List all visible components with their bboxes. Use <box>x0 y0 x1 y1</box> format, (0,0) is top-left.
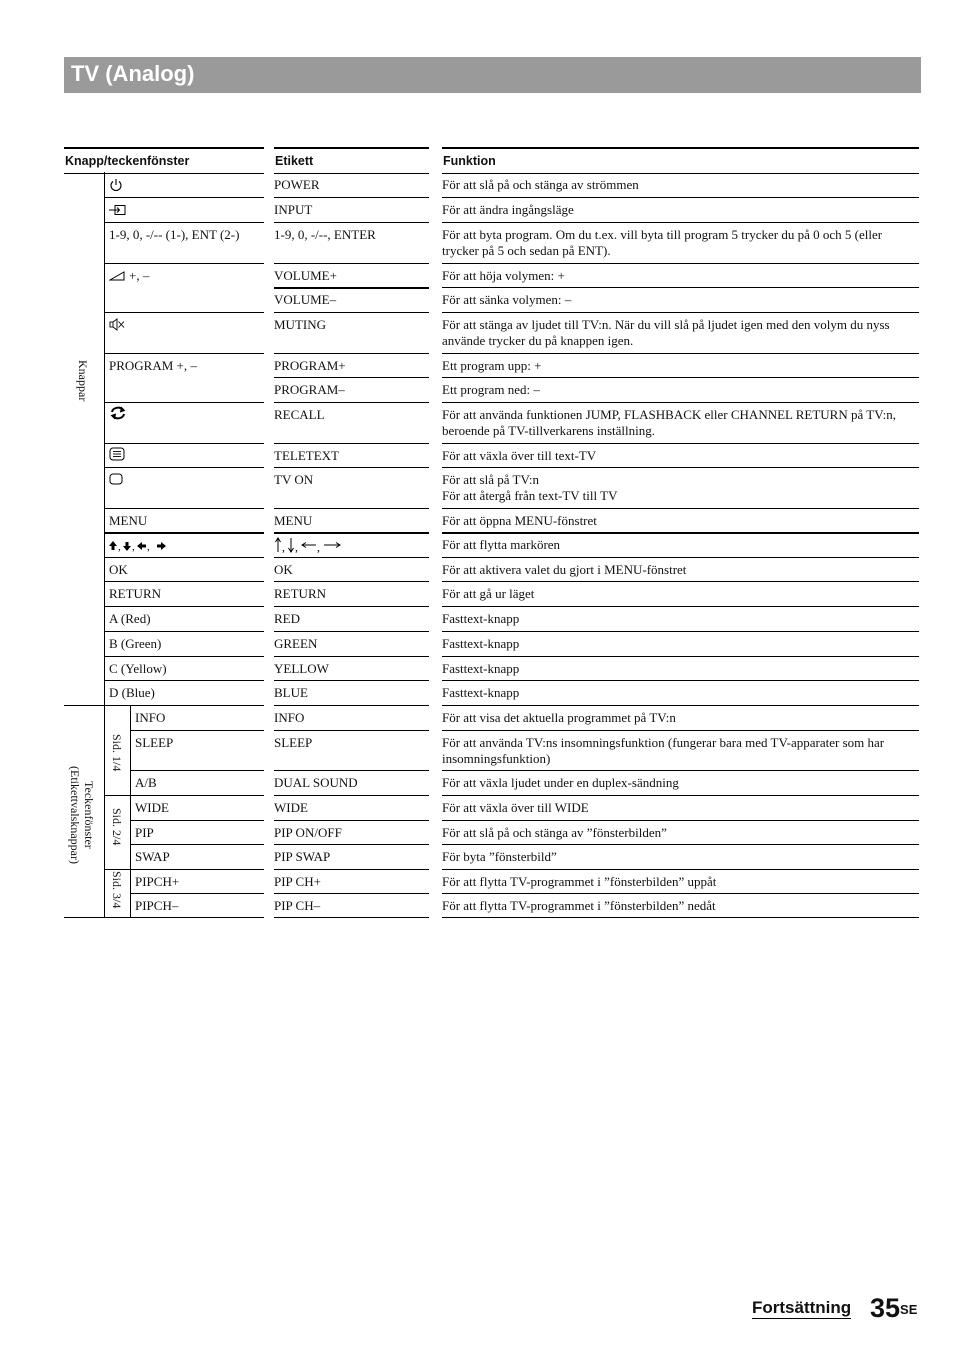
row-divider <box>442 263 919 264</box>
row-divider <box>274 287 429 289</box>
row-divider <box>274 222 429 223</box>
label-cell: PIP CH+ <box>274 874 321 889</box>
key-cell: MENU <box>109 513 148 528</box>
row-divider <box>274 820 429 821</box>
row-divider <box>274 893 429 894</box>
key-divider <box>131 893 264 894</box>
key-divider <box>131 869 264 870</box>
row-divider <box>274 557 429 558</box>
function-cell: För att aktivera valet du gjort i MENU-fönstret <box>442 562 687 577</box>
page-title: TV (Analog) <box>71 61 195 86</box>
group-label-display-line1: Teckenfönster <box>82 781 96 849</box>
key-cell: OK <box>109 562 128 577</box>
row-divider <box>274 770 429 771</box>
continued-label: Fortsättning <box>752 1298 852 1317</box>
key-cell: RETURN <box>109 586 161 601</box>
row-divider <box>274 795 429 796</box>
row-divider <box>274 263 429 264</box>
group-label-display <box>68 760 96 870</box>
input-icon <box>109 204 127 216</box>
svg-text:,: , <box>132 541 135 552</box>
row-divider <box>274 532 429 534</box>
group-label-buttons: Knappar <box>76 360 90 402</box>
power-icon <box>109 178 123 192</box>
label-cell: MUTING <box>274 317 326 332</box>
label-cell: VOLUME+ <box>274 268 337 283</box>
label-cell: RECALL <box>274 407 325 422</box>
key-cell: 1-9, 0, -/-- (1-), ENT (2-) <box>109 227 240 242</box>
page-label-2: Sid. 2/4 <box>110 808 124 846</box>
label-cell: GREEN <box>274 636 318 651</box>
page-label-3: Sid. 3/4 <box>110 871 124 909</box>
page-divider <box>105 795 131 796</box>
key-divider <box>131 844 264 845</box>
key-divider <box>131 820 264 821</box>
label-cell: YELLOW <box>274 661 329 676</box>
page-label-1: Sid. 1/4 <box>110 734 124 772</box>
svg-text:,: , <box>282 540 285 553</box>
row-divider <box>442 287 919 288</box>
row-divider <box>442 581 919 582</box>
label-cell: WIDE <box>274 800 308 815</box>
function-cell: För att öppna MENU-fönstret <box>442 513 597 528</box>
function-cell: För att slå på och stänga av ”fönsterbilden” <box>442 825 667 840</box>
function-cell: För att använda TV:ns insomningsfunktion (fungerar bara med TV-apparater som har insomningsfunktion) <box>442 735 885 766</box>
key-cell: PIPCH+ <box>135 874 180 889</box>
key-cell: WIDE <box>135 800 169 815</box>
label-cell: SLEEP <box>274 735 313 750</box>
row-divider <box>442 656 919 657</box>
key-cell: PIPCH– <box>135 898 179 913</box>
label-cell: OK <box>274 562 293 577</box>
svg-text:,: , <box>118 541 121 552</box>
key-divider <box>105 656 264 657</box>
function-cell: För att byta program. Om du t.ex. vill byta till program 5 trycker du på 0 och 5 (eller trycker på 5 och sedan på ENT). <box>442 227 883 258</box>
row-divider <box>442 795 919 796</box>
function-cell: För att flytta TV-programmet i ”fönsterbilden” uppåt <box>442 874 717 889</box>
key-cell: B (Green) <box>109 636 162 651</box>
key-divider <box>105 532 264 534</box>
key-divider <box>105 557 264 558</box>
title-bar <box>64 57 921 93</box>
svg-text:,: , <box>147 541 150 552</box>
label-cell: RED <box>274 611 300 626</box>
row-divider <box>274 312 429 313</box>
label-cell: VOLUME– <box>274 292 337 307</box>
label-cell: POWER <box>274 177 320 192</box>
label-cell: INFO <box>274 710 305 725</box>
page-divider <box>105 869 131 870</box>
row-divider <box>274 197 429 198</box>
row-divider <box>442 820 919 821</box>
label-cell: RETURN <box>274 586 326 601</box>
key-divider <box>105 312 264 313</box>
row-divider <box>442 353 919 354</box>
key-cell: SWAP <box>135 849 170 864</box>
function-cell: För byta ”fönsterbild” <box>442 849 557 864</box>
svg-text:,: , <box>317 540 320 553</box>
function-cell: Ett program ned: – <box>442 382 540 397</box>
function-cell: För att växla ljudet under en duplex-sändning <box>442 775 679 790</box>
key-cell: A (Red) <box>109 611 151 626</box>
label-arrows-icon <box>274 537 344 553</box>
column-header-key: Knapp/teckenfönster <box>64 147 264 174</box>
key-cell: PIP <box>135 825 154 840</box>
key-divider <box>105 631 264 632</box>
function-cell: Ett program upp: + <box>442 358 542 373</box>
row-divider <box>442 443 919 444</box>
key-cell: +, – <box>129 268 150 283</box>
key-cell: SLEEP <box>135 735 174 750</box>
row-divider <box>442 402 919 403</box>
muting-icon <box>109 318 125 331</box>
row-divider <box>442 893 919 894</box>
function-cell: För att höja volymen: + <box>442 268 565 283</box>
label-cell: 1-9, 0, -/--, ENTER <box>274 227 376 242</box>
label-cell: DUAL SOUND <box>274 775 358 790</box>
svg-text:,: , <box>295 540 298 553</box>
label-cell: TELETEXT <box>274 448 339 463</box>
row-divider <box>442 508 919 509</box>
label-cell: PROGRAM+ <box>274 358 346 373</box>
teletext-icon <box>109 447 125 461</box>
recall-icon <box>109 405 127 421</box>
function-cell: För att gå ur läget <box>442 586 535 601</box>
row-divider <box>274 508 429 509</box>
group-label-display-line2: (Etikettvalsknappar) <box>68 766 82 864</box>
key-divider <box>105 606 264 607</box>
row-divider <box>274 680 429 681</box>
row-divider <box>274 402 429 403</box>
row-divider <box>442 869 919 870</box>
key-divider <box>105 467 264 468</box>
key-divider <box>131 795 264 796</box>
row-divider <box>442 730 919 731</box>
row-divider <box>274 656 429 657</box>
function-cell: För att flytta markören <box>442 537 561 552</box>
key-divider <box>105 402 264 403</box>
function-cell: För att flytta TV-programmet i ”fönsterbilden” nedåt <box>442 898 716 913</box>
row-divider <box>442 680 919 681</box>
key-cell: A/B <box>135 775 157 790</box>
row-divider <box>274 917 429 918</box>
key-divider <box>105 581 264 582</box>
row-divider <box>442 222 919 223</box>
function-cell: För att stänga av ljudet till TV:n. När du vill slå på ljudet igen med den volym du nyss använde trycker du på knappen igen. <box>442 317 890 348</box>
function-cell: För att använda funktionen JUMP, FLASHBACK eller CHANNEL RETURN på TV:n, beroende på TV-tillverkarens inställning. <box>442 407 897 438</box>
row-divider <box>274 377 429 378</box>
row-divider <box>274 844 429 845</box>
label-cell: TV ON <box>274 472 314 487</box>
key-divider <box>105 680 264 681</box>
key-divider <box>131 730 264 731</box>
row-divider <box>442 606 919 607</box>
function-cell: Fasttext-knapp <box>442 611 520 626</box>
row-divider <box>274 467 429 468</box>
key-cell: PROGRAM +, – <box>109 358 197 373</box>
function-cell: För att växla över till WIDE <box>442 800 589 815</box>
row-divider <box>274 353 429 354</box>
row-divider <box>274 606 429 607</box>
key-divider <box>105 443 264 444</box>
page-number: $35^{SE}$ <box>870 1293 918 1323</box>
label-cell: MENU <box>274 513 313 528</box>
column-header-function: Funktion <box>442 147 919 174</box>
row-divider <box>442 467 919 468</box>
function-cell: För att slå på och stänga av strömmen <box>442 177 639 192</box>
tv-on-icon <box>109 473 123 485</box>
cursor-arrows-icon <box>109 540 167 552</box>
row-divider <box>274 730 429 731</box>
column-header-label: Etikett <box>274 147 429 174</box>
key-divider <box>105 197 264 198</box>
label-cell: PROGRAM– <box>274 382 345 397</box>
function-cell: För att sänka volymen: – <box>442 292 572 307</box>
row-divider <box>442 631 919 632</box>
key-cell: D (Blue) <box>109 685 155 700</box>
key-divider <box>105 508 264 509</box>
row-divider <box>442 312 919 313</box>
row-divider <box>274 443 429 444</box>
row-divider <box>274 705 429 706</box>
key-divider <box>105 263 264 264</box>
function-cell: Fasttext-knapp <box>442 661 520 676</box>
function-cell: Fasttext-knapp <box>442 685 520 700</box>
group-divider <box>64 705 264 706</box>
function-cell: Fasttext-knapp <box>442 636 520 651</box>
label-cell: INPUT <box>274 202 313 217</box>
label-cell: BLUE <box>274 685 308 700</box>
row-divider <box>442 377 919 378</box>
label-cell: PIP CH– <box>274 898 321 913</box>
function-cell: För att ändra ingångsläge <box>442 202 574 217</box>
row-divider <box>442 770 919 771</box>
row-divider <box>442 532 919 534</box>
page-border <box>130 705 131 917</box>
row-divider <box>274 581 429 582</box>
function-cell: För att växla över till text-TV <box>442 448 597 463</box>
language-code: SE <box>900 1302 918 1317</box>
row-divider <box>274 869 429 870</box>
group-border <box>104 172 105 917</box>
key-divider <box>105 222 264 223</box>
row-divider <box>442 557 919 558</box>
row-divider <box>442 197 919 198</box>
key-cell: C (Yellow) <box>109 661 167 676</box>
row-divider <box>442 705 919 706</box>
volume-icon <box>109 271 125 281</box>
table-bottom <box>64 917 264 918</box>
label-cell: PIP ON/OFF <box>274 825 342 840</box>
key-cell: INFO <box>135 710 166 725</box>
row-divider <box>442 844 919 845</box>
function-cell: För att slå på TV:n För att återgå från text-TV till TV <box>442 472 618 503</box>
key-divider <box>105 353 264 354</box>
key-divider <box>131 770 264 771</box>
row-divider <box>274 631 429 632</box>
function-cell: För att visa det aktuella programmet på TV:n <box>442 710 676 725</box>
label-cell: PIP SWAP <box>274 849 331 864</box>
row-divider <box>442 917 919 918</box>
